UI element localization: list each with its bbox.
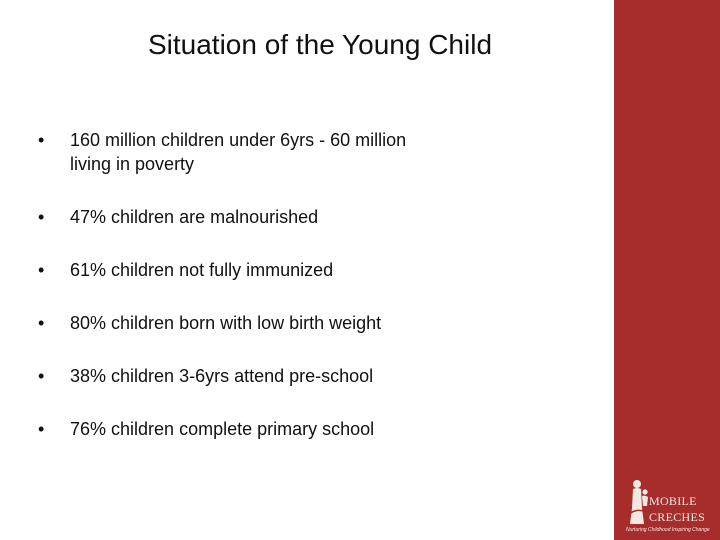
bullet-text: 38% children 3-6yrs attend pre-school xyxy=(70,366,374,386)
bullet-item-6 xyxy=(38,417,498,441)
red-sidebar xyxy=(614,0,720,540)
logo-tagline: Nurturing Childhood Inspiring Change xyxy=(626,527,710,533)
bullet-marker: • xyxy=(38,313,45,333)
bullet-item-2 xyxy=(38,205,498,229)
bullet-item-4 xyxy=(38,311,498,335)
bullet-item-3 xyxy=(38,258,498,282)
bullet-item-5 xyxy=(38,364,498,388)
logo-text-mobile: MOBILE xyxy=(649,494,697,508)
bullet-text: 61% children not fully immunized xyxy=(70,260,334,280)
bullet-text: 47% children are malnourished xyxy=(70,207,319,227)
bullet-marker: • xyxy=(38,366,45,386)
bullet-item-1 xyxy=(38,128,498,176)
slide-title: Situation of the Young Child xyxy=(147,29,493,60)
bullet-list xyxy=(38,128,498,470)
bullet-marker: • xyxy=(38,260,45,280)
bullet-text-continued: living in poverty xyxy=(70,154,195,174)
bullet-text: 160 million children under 6yrs - 60 million xyxy=(70,130,407,150)
bullet-text: 76% children complete primary school xyxy=(70,419,375,439)
logo-text-creches: CRECHES xyxy=(649,510,706,524)
mobile-creches-logo xyxy=(624,478,718,536)
bullet-marker: • xyxy=(38,207,45,227)
bullet-marker: • xyxy=(38,130,45,150)
bullet-text: 80% children born with low birth weight xyxy=(70,313,382,333)
bullet-marker: • xyxy=(38,419,45,439)
